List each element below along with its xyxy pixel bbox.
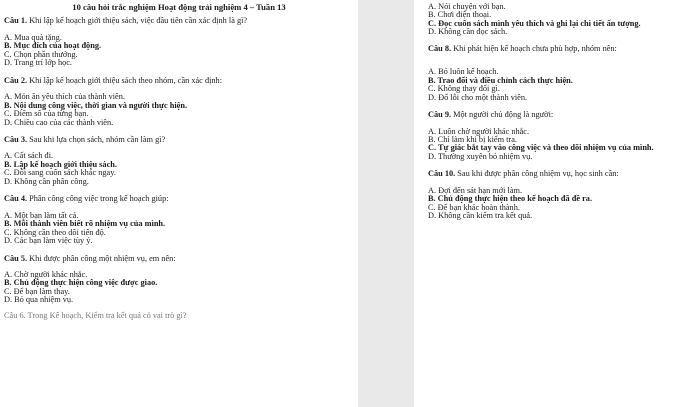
question-body: Một người chủ động là người: — [453, 110, 554, 120]
question-body: Khi lập kế hoạch giới thiệu sách theo nhóm, cần xác định: — [29, 75, 222, 85]
option-c: C. Để bạn khác hoàn thành. — [428, 202, 520, 212]
option-b-correct: B. Chủ động thực hiện công việc được giao. — [4, 278, 158, 288]
option-d: D. Chiều cao của các thành viên. — [4, 117, 114, 127]
option-d: D. Không cần đọc sách. — [428, 27, 508, 37]
option-d: D. Đổ lỗi cho một thành viên. — [428, 92, 528, 102]
option-b-correct: B. Nội dung công việc, thời gian và người thực hiện. — [4, 100, 188, 110]
question-text — [4, 255, 354, 263]
option-d: D. Bỏ qua nhiệm vụ. — [4, 295, 74, 305]
page-gutter — [358, 0, 414, 407]
option-c: C. Để bạn làm thay. — [4, 286, 70, 296]
question-5 — [4, 255, 354, 305]
option-a: A. Món ăn yêu thích của thành viên. — [4, 92, 125, 102]
option-c: C. Chọn phần thưởng. — [4, 49, 78, 59]
question-3 — [4, 136, 354, 186]
question-text — [4, 77, 354, 85]
question-body: Sau khi được phân công nhiệm vụ, học sinh cần: — [457, 169, 619, 179]
option-a: A. Chờ người khác nhắc. — [4, 269, 88, 279]
option-c-correct: C. Đọc cuốn sách mình yêu thích và ghi lại chi tiết ấn tượng. — [428, 18, 641, 28]
option-a: A. Mua quà tặng. — [4, 32, 62, 42]
option-b-correct: B. Mỗi thành viên biết rõ nhiệm vụ của mình. — [4, 219, 166, 229]
question-label: Câu 1. — [4, 16, 28, 26]
option-b: B. Chơi điện thoại. — [428, 10, 492, 20]
option-d: D. Thường xuyên bỏ nhiệm vụ. — [428, 151, 533, 161]
question-1 — [4, 17, 354, 67]
question-2 — [4, 77, 354, 127]
question-label: Câu 10. — [428, 169, 456, 179]
question-text — [4, 195, 354, 203]
question-label: Câu 2. — [4, 75, 28, 85]
question-10 — [428, 170, 700, 220]
question-body: Phân công công việc trong kế hoạch giúp: — [29, 194, 169, 204]
question-label: Câu 8. — [428, 43, 452, 53]
option-b: B. Chỉ làm khi bị kiểm tra. — [428, 134, 517, 144]
question-text — [4, 17, 354, 25]
option-d: D. Các bạn làm việc tùy ý. — [4, 236, 93, 246]
option-c: C. Đổi sang cuốn sách khác ngay. — [4, 168, 116, 178]
option-d: D. Không cần kiểm tra kết quả. — [428, 211, 533, 221]
question-8 — [428, 45, 700, 102]
left-column — [4, 0, 354, 320]
question-text — [428, 45, 700, 53]
option-c: C. Không cần theo dõi tiến độ. — [4, 227, 106, 237]
option-a: A. Đợi đến sát hạn mới làm. — [428, 185, 523, 195]
question-text — [4, 136, 354, 144]
right-page — [414, 0, 700, 407]
option-b-correct: B. Chủ động thực hiện theo kế hoạch đã đề ra. — [428, 194, 593, 204]
question-label: Câu 9. — [428, 110, 452, 120]
option-a: A. Nói chuyện với bạn. — [428, 2, 506, 11]
question-text — [428, 170, 700, 178]
option-b-correct: B. Mục đích của hoạt động. — [4, 41, 102, 51]
option-d: D. Trang trí lớp học. — [4, 58, 72, 68]
option-d: D. Không cần phân công. — [4, 176, 89, 186]
option-a: A. Một bạn làm tất cả. — [4, 210, 79, 220]
option-c-correct: C. Tự giác bắt tay vào công việc và theo dõi nhiệm vụ của mình. — [428, 143, 654, 153]
option-c: C. Không thay đổi gì. — [428, 84, 500, 94]
question-body: Khi được phân công một nhiệm vụ, em nên: — [29, 253, 176, 263]
option-a: A. Bỏ luôn kế hoạch. — [428, 67, 499, 77]
question-label: Câu 3. — [4, 134, 28, 144]
option-a: A. Cất sách đi. — [4, 151, 54, 161]
question-label: Câu 5. — [4, 253, 28, 263]
document-title: 10 câu hỏi trắc nghiệm Hoạt động trải nghiệm 4 – Tuần 13 — [72, 2, 286, 12]
option-c: C. Điểm số của từng bạn. — [4, 109, 89, 119]
right-column — [428, 3, 700, 221]
cut-off-question-line: Câu 6. Trong Kế hoạch, Kiểm tra kết quả có vai trò gì? — [4, 310, 187, 320]
question-text — [428, 111, 700, 119]
option-b-correct: B. Trao đổi và điều chỉnh cách thực hiện. — [428, 75, 573, 85]
question-4 — [4, 195, 354, 245]
question-body: Khi phát hiện kế hoạch chưa phù hợp, nhóm nên: — [453, 43, 617, 53]
question-body: Khi lập kế hoạch giới thiệu sách, việc đầu tiên cần xác định là gì? — [29, 16, 248, 26]
question-9 — [428, 111, 700, 161]
option-b-correct: B. Lập kế hoạch giới thiệu sách. — [4, 159, 117, 169]
question-label: Câu 4. — [4, 194, 28, 204]
option-a: A. Luôn chờ người khác nhắc. — [428, 126, 530, 136]
question-7-options — [428, 3, 700, 37]
question-body: Sau khi lựa chọn sách, nhóm cần làm gì? — [29, 134, 166, 144]
